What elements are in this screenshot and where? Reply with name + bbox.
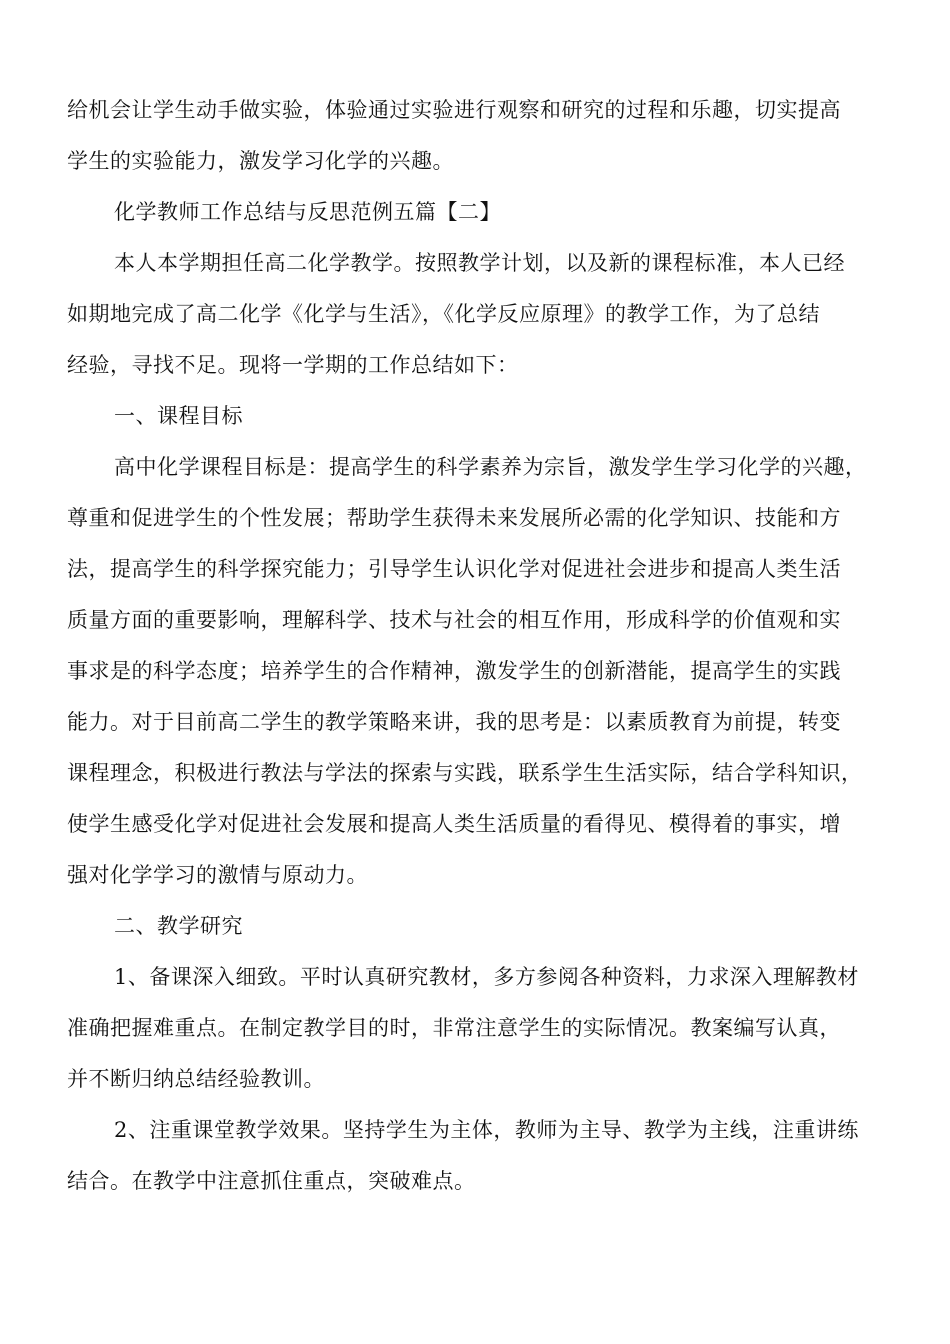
paragraph-course-goals bbox=[67, 442, 895, 901]
text-line: 结合。在教学中注意抓住重点，突破难点。 bbox=[67, 1169, 476, 1193]
text-line: 如期地完成了高二化学《化学与生活》，《化学反应原理》的教学工作，为了总结 bbox=[67, 302, 820, 326]
paragraph-lesson-prep bbox=[67, 952, 895, 1105]
heading-teaching-research bbox=[67, 901, 895, 952]
paragraph-experiment-continuation bbox=[67, 85, 895, 187]
text-line: 1、备课深入细致。平时认真研究教材，多方参阅各种资料，力求深入理解教材 bbox=[114, 965, 859, 989]
text-line: 2、注重课堂教学效果。坚持学生为主体，教师为主导、教学为主线，注重讲练 bbox=[114, 1118, 859, 1142]
text-line: 二、教学研究 bbox=[114, 914, 243, 938]
text-line: 强对化学学习的激情与原动力。 bbox=[67, 863, 368, 887]
text-line: 尊重和促进学生的个性发展；帮助学生获得未来发展所必需的化学知识、技能和方 bbox=[67, 506, 841, 530]
text-line: 能力。对于目前高二学生的教学策略来讲，我的思考是：以素质教育为前提，转变 bbox=[67, 710, 841, 734]
text-line: 事求是的科学态度；培养学生的合作精神，激发学生的创新潜能，提高学生的实践 bbox=[67, 659, 841, 683]
text-line: 化学教师工作总结与反思范例五篇【二】 bbox=[114, 200, 501, 224]
text-line: 质量方面的重要影响，理解科学、技术与社会的相互作用，形成科学的价值观和实 bbox=[67, 608, 841, 632]
text-line: 准确把握难重点。在制定教学目的时，非常注意学生的实际情况。教案编写认真， bbox=[67, 1016, 841, 1040]
section-title bbox=[67, 187, 895, 238]
text-line: 并不断归纳总结经验教训。 bbox=[67, 1067, 325, 1091]
text-line: 一、课程目标 bbox=[114, 404, 243, 428]
text-line: 本人本学期担任高二化学教学。按照教学计划，以及新的课程标准，本人已经 bbox=[114, 251, 845, 275]
text-line: 课程理念，积极进行教法与学法的探索与实践，联系学生生活实际，结合学科知识， bbox=[67, 761, 863, 785]
text-line: 经验，寻找不足。现将一学期的工作总结如下： bbox=[67, 353, 519, 377]
paragraph-intro bbox=[67, 238, 895, 391]
text-line: 给机会让学生动手做实验，体验通过实验进行观察和研究的过程和乐趣，切实提高 bbox=[67, 98, 841, 122]
text-line: 使学生感受化学对促进社会发展和提高人类生活质量的看得见、模得着的事实，增 bbox=[67, 812, 841, 836]
paragraph-classroom-effect bbox=[67, 1105, 895, 1207]
heading-course-goals bbox=[67, 391, 895, 442]
text-line: 高中化学课程目标是：提高学生的科学素养为宗旨，激发学生学习化学的兴趣， bbox=[114, 455, 867, 479]
document-body bbox=[67, 85, 895, 1207]
text-line: 法，提高学生的科学探究能力；引导学生认识化学对促进社会进步和提高人类生活 bbox=[67, 557, 841, 581]
text-line: 学生的实验能力，激发学习化学的兴趣。 bbox=[67, 149, 454, 173]
